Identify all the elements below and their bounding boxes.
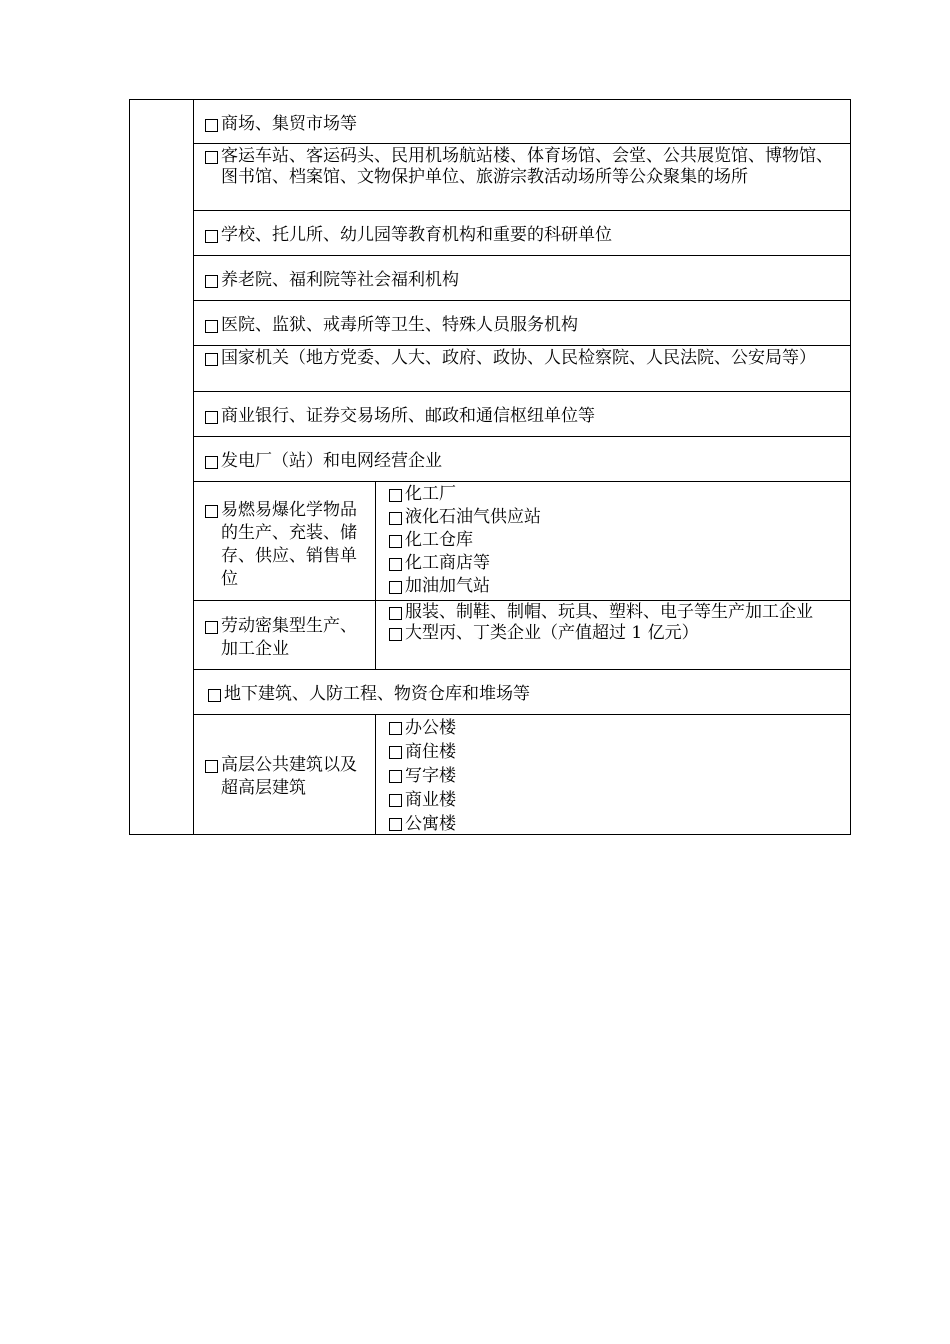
sub-item[interactable]: [388, 788, 844, 812]
checkbox[interactable]: [389, 770, 402, 783]
checklist-row[interactable]: [204, 146, 844, 188]
checklist-row[interactable]: [204, 405, 844, 428]
row-label: 易燃易爆化学物品的生产、充装、储存、供应、销售单位: [221, 500, 357, 589]
checkbox[interactable]: [389, 746, 402, 759]
row-divider: [193, 210, 851, 211]
row-label: 发电厂（站）和电网经营企业: [221, 451, 442, 471]
row-label: 医院、监狱、戒毒所等卫生、特殊人员服务机构: [221, 315, 578, 335]
checkbox[interactable]: [205, 760, 218, 773]
row-label: 高层公共建筑以及超高层建筑: [221, 755, 357, 798]
sub-item-label: 化工仓库: [405, 530, 473, 550]
sub-item[interactable]: [388, 552, 844, 575]
checkbox[interactable]: [389, 489, 402, 502]
sub-item[interactable]: [388, 812, 844, 836]
checkbox[interactable]: [205, 320, 218, 333]
sub-item[interactable]: [388, 740, 844, 764]
row-divider: [193, 481, 851, 482]
sub-item[interactable]: [388, 764, 844, 788]
sub-column-divider: [375, 714, 376, 835]
sub-item-list: [388, 716, 844, 836]
checklist-row[interactable]: [204, 224, 844, 247]
checkbox[interactable]: [208, 689, 221, 702]
row-divider: [193, 600, 851, 601]
checkbox[interactable]: [389, 794, 402, 807]
sub-item[interactable]: [388, 575, 844, 598]
sub-item-label: 大型丙、丁类企业（产值超过 1 亿元）: [405, 623, 699, 643]
checklist-row[interactable]: [204, 113, 844, 136]
sub-item-list: [388, 602, 844, 644]
sub-item-label: 加油加气站: [405, 576, 490, 596]
checkbox[interactable]: [205, 353, 218, 366]
sub-item-label: 商住楼: [405, 742, 456, 762]
row-divider: [193, 255, 851, 256]
checklist-row[interactable]: [204, 450, 844, 473]
sub-item-label: 写字楼: [405, 766, 456, 786]
checkbox[interactable]: [389, 581, 402, 594]
checkbox[interactable]: [205, 230, 218, 243]
sub-item-label: 商业楼: [405, 790, 456, 810]
row-label: 养老院、福利院等社会福利机构: [221, 270, 459, 290]
row-label: 国家机关（地方党委、人大、政府、政协、人民检察院、人民法院、公安局等）: [221, 348, 816, 368]
sub-column-divider: [375, 481, 376, 669]
row-label: 商业银行、证券交易场所、邮政和通信枢纽单位等: [221, 406, 595, 426]
sub-item-label: 服装、制鞋、制帽、玩具、塑料、电子等生产加工企业: [405, 602, 813, 622]
checkbox[interactable]: [205, 411, 218, 424]
sub-item-list: [388, 483, 844, 598]
row-divider: [193, 436, 851, 437]
checkbox[interactable]: [205, 119, 218, 132]
row-label: 劳动密集型生产、加工企业: [221, 616, 357, 659]
checkbox[interactable]: [205, 456, 218, 469]
checkbox[interactable]: [205, 151, 218, 164]
checkbox[interactable]: [389, 628, 402, 641]
checkbox[interactable]: [205, 505, 218, 518]
checkbox[interactable]: [389, 818, 402, 831]
checklist-row[interactable]: [204, 615, 364, 661]
row-divider: [193, 345, 851, 346]
row-label: 学校、托儿所、幼儿园等教育机构和重要的科研单位: [221, 225, 612, 245]
checklist-row[interactable]: [204, 348, 844, 369]
sub-item-label: 化工商店等: [405, 553, 490, 573]
sub-item[interactable]: [388, 483, 844, 506]
checkbox[interactable]: [205, 621, 218, 634]
checklist-row[interactable]: [204, 314, 844, 337]
sub-item[interactable]: [388, 506, 844, 529]
row-divider: [193, 669, 851, 670]
checklist-row[interactable]: [204, 754, 364, 800]
checkbox[interactable]: [389, 558, 402, 571]
table-border-left: [129, 99, 130, 835]
sub-item[interactable]: [388, 716, 844, 740]
sub-item-label: 办公楼: [405, 718, 456, 738]
sub-item[interactable]: [388, 529, 844, 552]
checkbox[interactable]: [389, 512, 402, 525]
checklist-row[interactable]: [204, 499, 364, 591]
table-border-top: [129, 99, 851, 100]
checklist-row[interactable]: [204, 269, 844, 292]
checkbox[interactable]: [389, 722, 402, 735]
sub-item-label: 液化石油气供应站: [405, 507, 541, 527]
row-label: 地下建筑、人防工程、物资仓库和堆场等: [224, 684, 530, 704]
checklist-table: [129, 99, 851, 835]
checkbox[interactable]: [205, 275, 218, 288]
row-label: 客运车站、客运码头、民用机场航站楼、体育场馆、会堂、公共展览馆、博物馆、图书馆、档案馆、文物保护单位、旅游宗教活动场所等公众聚集的场所: [221, 146, 833, 187]
checkbox[interactable]: [389, 535, 402, 548]
row-divider: [193, 143, 851, 144]
checklist-row[interactable]: [207, 683, 843, 706]
sub-item-label: 化工厂: [405, 484, 456, 504]
row-divider: [193, 714, 851, 715]
row-label: 商场、集贸市场等: [221, 114, 357, 134]
row-divider: [193, 391, 851, 392]
checkbox[interactable]: [389, 607, 402, 620]
row-divider: [193, 300, 851, 301]
sub-item-label: 公寓楼: [405, 814, 456, 834]
sub-item[interactable]: [388, 623, 844, 644]
sub-item[interactable]: [388, 602, 844, 623]
